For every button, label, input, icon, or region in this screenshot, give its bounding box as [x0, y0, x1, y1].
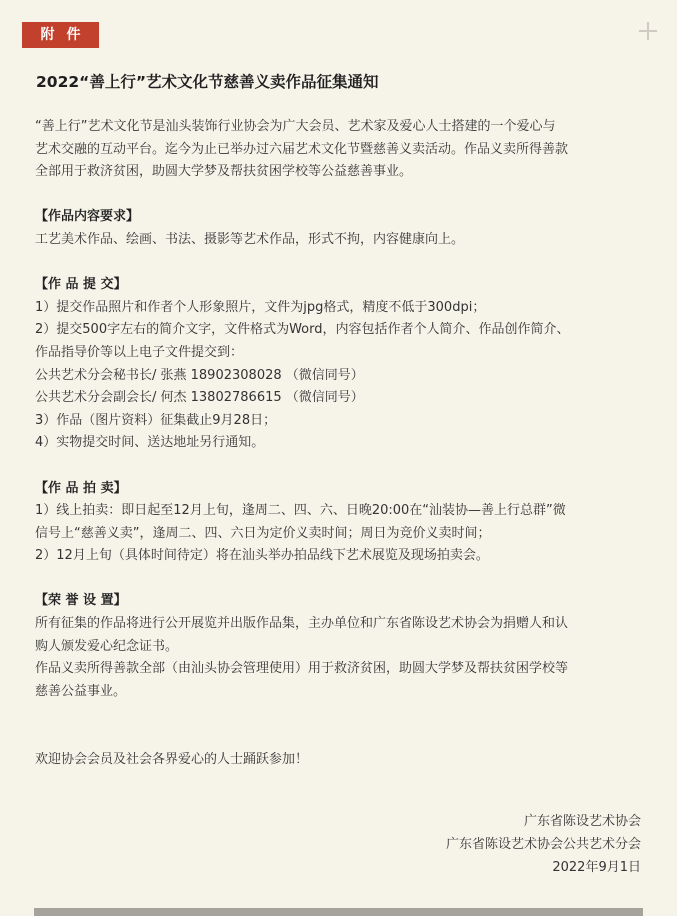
section-line: 所有征集的作品将进行公开展览并出版作品集，主办单位和广东省陈设艺术协会为捐赠人和认 [35, 616, 569, 632]
intro-line: 艺术交融的互动平台。迄今为止已举办过六届艺术文化节暨慈善义卖活动。作品义卖所得善款 [35, 141, 569, 157]
section-line: 信号上“慈善义卖”，逢周二、四、六日为定价义卖时间；周日为竞价义卖时间； [35, 525, 491, 541]
signature-date: 2022年9月1日 [552, 860, 641, 875]
section-line: 2）12月上旬（具体时间待定）将在汕头举办拍品线下艺术展览及现场拍卖会。 [35, 548, 489, 564]
attachment-badge: 附件 [22, 22, 99, 48]
intro-line: 全部用于救济贫困，助圆大学梦及帮扶贫困学校等公益慈善事业。 [35, 164, 413, 180]
signature-org: 广东省陈设艺术协会公共艺术分会 [445, 837, 641, 852]
document-title: 2022“善上行”艺术文化节慈善义卖作品征集通知 [36, 73, 379, 91]
section-line: 作品指导价等以上电子文件提交到： [35, 344, 244, 360]
section-line: 2）提交500字左右的简介文字，文件格式为Word，内容包括作者个人简介、作品创作简介、 [35, 322, 570, 338]
contact-line: 公共艺术分会副会长/ 何杰 13802786615 （微信同号） [35, 390, 364, 406]
section-heading-honor: 【荣 誉 设 置】 [35, 593, 127, 609]
section-line: 1）提交作品照片和作者个人形象照片，文件为jpg格式，精度不低于300dpi； [35, 299, 486, 315]
section-line: 4）实物提交时间、送达地址另行通知。 [35, 435, 265, 451]
contact-line: 公共艺术分会秘书长/ 张燕 18902308028 （微信同号） [35, 367, 364, 383]
section-heading-submission: 【作 品 提 交】 [35, 277, 127, 293]
section-line: 作品义卖所得善款全部（由汕头协会管理使用）用于救济贫困，助圆大学梦及帮扶贫困学校等 [35, 661, 569, 677]
closing-line: 欢迎协会会员及社会各界爱心的人士踊跃参加！ [35, 751, 309, 767]
section-line: 慈善公益事业。 [35, 683, 127, 699]
scrollbar[interactable] [34, 908, 643, 916]
intro-line: “善上行”艺术文化节是汕头装饰行业协会为广大会员、艺术家及爱心人士搭建的一个爱心与 [35, 119, 556, 134]
section-line: 3）作品（图片资料）征集截止9月28日； [35, 412, 277, 428]
section-line: 1）线上拍卖：即日起至12月上旬，逢周二、四、六、日晚20:00在“汕装协—善上行总群”微 [35, 503, 566, 519]
signature-block [446, 810, 641, 879]
section-heading-content: 【作品内容要求】 [35, 209, 140, 225]
section-line: 购人颁发爱心纪念证书。 [35, 638, 179, 654]
section-heading-auction: 【作 品 拍 卖】 [35, 480, 127, 496]
signature-org: 广东省陈设艺术协会 [523, 814, 641, 829]
document-body [35, 116, 645, 771]
section-line: 工艺美术作品、绘画、书法、摄影等艺术作品，形式不拘，内容健康向上。 [35, 231, 465, 247]
plus-icon[interactable] [637, 20, 659, 42]
